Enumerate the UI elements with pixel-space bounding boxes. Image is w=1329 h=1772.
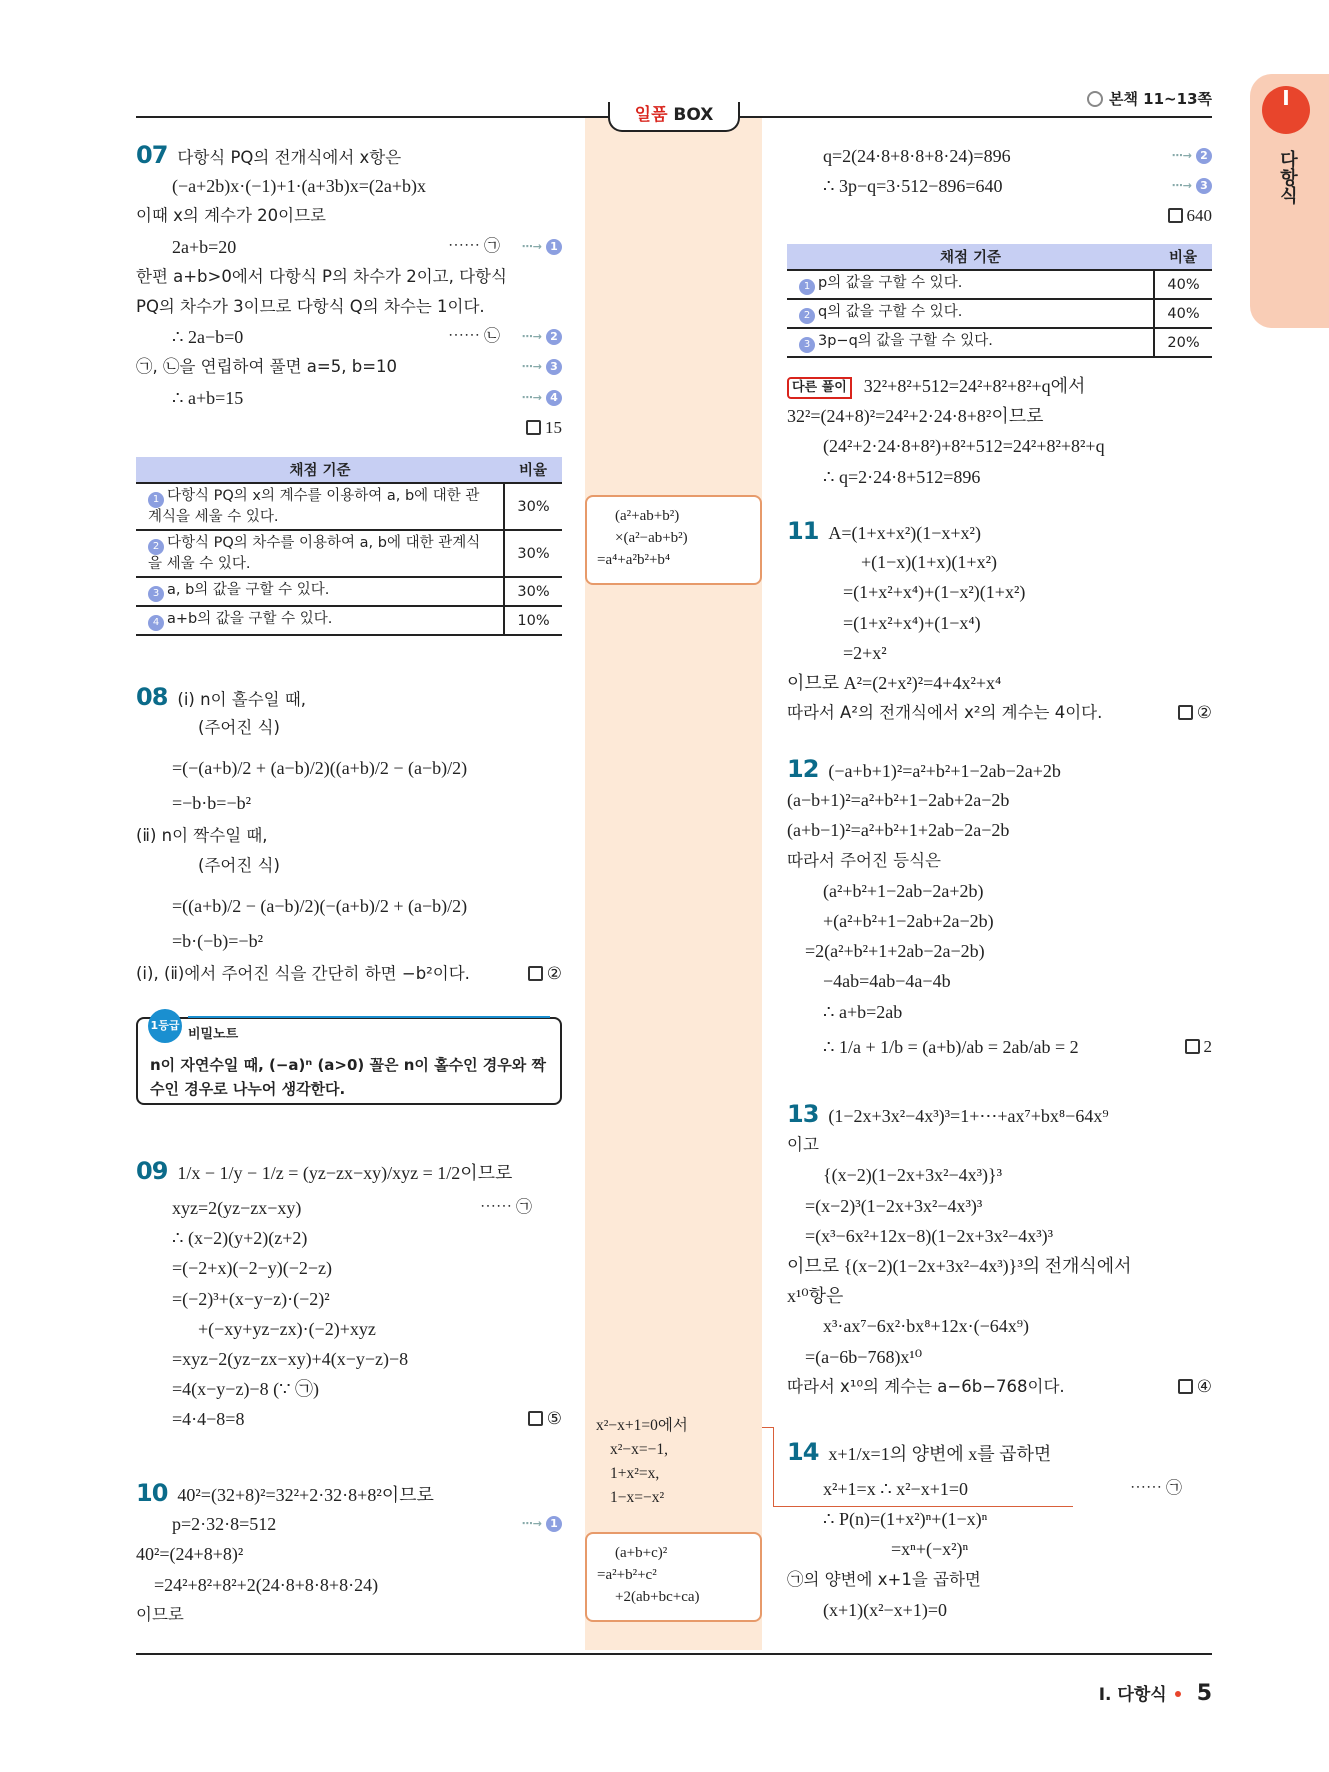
problem-07	[136, 141, 562, 443]
line: 1−x=−x²	[610, 1489, 665, 1506]
line: A=(1+x+x²)(1−x+x²)	[828, 523, 981, 543]
problem-number: 11	[787, 517, 819, 545]
line: =24²+8²+8²+2(24·8+8·8+8·24)	[154, 1574, 379, 1595]
answer-icon	[1168, 208, 1183, 223]
grading-table-10	[787, 244, 1212, 358]
table-row: 4 a+b의 값을 구할 수 있다. 10%	[136, 606, 562, 635]
line: =a²+b²+c²	[597, 1567, 657, 1583]
line: ∴ 2a−b=0	[172, 327, 244, 348]
problem-09	[136, 1153, 562, 1435]
table-row: 2 q의 값을 구할 수 있다. 40%	[787, 299, 1212, 328]
line: p=2·32·8=512	[172, 1514, 277, 1535]
line: (ⅰ) n이 홀수일 때,	[177, 690, 306, 709]
alternative-solution	[787, 371, 1212, 492]
note-title: 비밀노트	[188, 1027, 239, 1042]
line: 32²+8²+512=24²+8²+8²+q에서	[863, 376, 1086, 396]
line: 한편 a+b>0에서 다항식 P의 차수가 2이고, 다항식	[136, 266, 507, 286]
line: PQ의 차수가 3이므로 다항식 Q의 차수는 1이다.	[136, 296, 485, 316]
answer-icon	[528, 966, 543, 981]
line: +2(ab+bc+ca)	[615, 1589, 700, 1605]
line: +(a²+b²+1−2ab+2a−2b)	[823, 910, 994, 931]
answer-icon	[1185, 1039, 1200, 1054]
secret-note-box	[136, 1017, 562, 1105]
footer-rule	[136, 1653, 1212, 1655]
line: (1−2x+3x²−4x³)³=1+⋯+ax⁷+bx⁸−64x⁹	[828, 1106, 1109, 1126]
line: ∴ a+b=15	[172, 387, 244, 408]
step-4-marker: ⋯→ 4	[522, 390, 562, 406]
bullet-icon	[1175, 1691, 1181, 1697]
line: 이므로 A²=(2+x²)²=4+4x²+x⁴	[787, 672, 1002, 693]
line: =(1+x²+x⁴)+(1−x⁴)	[843, 612, 981, 633]
line: ㉠의 양변에 x+1을 곱하면	[787, 1569, 981, 1589]
line: =(−2)³+(x−y−z)·(−2)²	[172, 1288, 330, 1309]
footer-chapter: I. 다항식	[1098, 1685, 1167, 1705]
answer: ⑤	[528, 1404, 562, 1434]
problem-number: 13	[787, 1100, 819, 1128]
alt-solution-label: 다른 풀이	[787, 377, 852, 399]
chapter-numeral: I	[1262, 86, 1310, 134]
line: =−b·b=−b²	[172, 793, 251, 814]
table-row: 1 p의 값을 구할 수 있다. 40%	[787, 270, 1212, 299]
line: =(−(a+b)/2 + (a−b)/2)((a+b)/2 − (a−b)/2)	[172, 758, 468, 779]
line: (ⅰ), (ⅱ)에서 주어진 식을 간단히 하면 −b²이다.	[136, 964, 470, 984]
line: 이므로 {(x−2)(1−2x+3x²−4x³)}³의 전개식에서	[787, 1255, 1132, 1276]
line: =b·(−b)=−b²	[172, 931, 263, 952]
line: x³·ax⁷−6x²·bx⁸+12x·(−64x⁹)	[823, 1316, 1030, 1337]
problem-number: 10	[136, 1479, 168, 1507]
problem-11	[787, 517, 1212, 728]
step-1-marker: ⋯→ 1	[522, 1516, 562, 1532]
page-footer	[1099, 1680, 1212, 1706]
answer: 2	[1185, 1027, 1213, 1067]
line: (x+1)(x²−x+1)=0	[823, 1599, 947, 1620]
line: (a+b−1)²=a²+b²+1+2ab−2a−2b	[787, 820, 1010, 841]
connector-line	[762, 1427, 774, 1507]
line: 40²=(32+8)²=32²+2·32·8+8²이므로	[177, 1485, 434, 1505]
answer-icon	[526, 420, 541, 435]
line: (a²+b²+1−2ab−2a+2b)	[823, 880, 984, 901]
chapter-tab[interactable]	[1250, 74, 1329, 328]
note-text: n이 자연수일 때, (−a)ⁿ (a>0) 꼴은 n이 홀수인 경우와 짝수인 경우로 나누어 생각한다.	[150, 1056, 546, 1098]
grade-badge: 1등급	[148, 1009, 182, 1043]
problem-number: 09	[136, 1157, 168, 1185]
line: q=2(24·8+8·8+8·24)=896	[823, 146, 1011, 166]
table-row: 1 다항식 PQ의 x의 계수를 이용하여 a, b에 대한 관계식을 세울 수 있다. 30%	[136, 483, 562, 530]
line: 이므로	[136, 1604, 184, 1624]
line: =(a−6b−768)x¹⁰	[805, 1346, 923, 1367]
page-number: 5	[1196, 1681, 1212, 1706]
step-3-marker: ⋯→ 3	[1172, 178, 1212, 194]
line: =(−2+x)(−2−y)(−2−z)	[172, 1258, 333, 1279]
line: =(x³−6x²+12x−8)(1−2x+3x²−4x³)³	[805, 1225, 1054, 1246]
line: x¹⁰항은	[787, 1286, 844, 1307]
answer: ④	[1178, 1372, 1212, 1402]
line: ∴ q=2·24·8+512=896	[823, 466, 981, 487]
equation-mark: ⋯⋯ ㉠	[479, 1199, 532, 1216]
answer: 640	[1168, 201, 1213, 231]
line: (ⅱ) n이 짝수일 때,	[136, 826, 268, 846]
line: ∴ a+b=2ab	[823, 1001, 903, 1022]
line: ∴ 1/a + 1/b = (a+b)/ab = 2ab/ab = 2	[823, 1036, 1079, 1057]
line: (24²+2·24·8+8²)+8²+512=24²+8²+8²+q	[823, 436, 1105, 457]
problem-14	[787, 1434, 1212, 1625]
line: (주어진 식)	[198, 856, 280, 876]
arrow-circle-icon	[1087, 91, 1103, 107]
line: x²+1=x ∴ x²−x+1=0	[823, 1479, 969, 1499]
line: =4(x−y−z)−8 (∵ ㉠)	[172, 1379, 320, 1400]
step-3-marker: ⋯→ 3	[522, 359, 562, 375]
line: =xyz−2(yz−zx−xy)+4(x−y−z)−8	[172, 1348, 409, 1369]
equation-mark: ⋯⋯ ㉡	[447, 328, 500, 346]
line: (−a+b+1)²=a²+b²+1−2ab−2a+2b	[828, 761, 1061, 781]
line: =2(a²+b²+1+2ab−2a−2b)	[805, 941, 985, 962]
line: x+1/x=1의 양변에 x를 곱하면	[828, 1444, 1052, 1464]
table-row: 2 다항식 PQ의 차수를 이용하여 a, b에 대한 관계식을 세울 수 있다. 30%	[136, 530, 562, 577]
note-rule	[188, 1016, 550, 1018]
line: ㉠, ㉡을 연립하여 풀면 a=5, b=10	[136, 357, 398, 377]
line: =(x−2)³(1−2x+3x²−4x³)³	[805, 1195, 983, 1216]
line: ∴ P(n)=(1+x²)ⁿ+(1−x)ⁿ	[823, 1509, 988, 1530]
line: xyz=2(yz−zx−xy)	[172, 1198, 302, 1218]
answer: 15	[526, 413, 562, 443]
problem-number: 07	[136, 141, 168, 169]
line: =xⁿ+(−x²)ⁿ	[891, 1539, 969, 1560]
line: 2a+b=20	[172, 236, 237, 257]
line: (주어진 식)	[198, 718, 280, 738]
line: =4·4−8=8	[172, 1409, 245, 1430]
line: 다항식 PQ의 전개식에서 x항은	[177, 148, 402, 167]
answer: ②	[1178, 698, 1212, 728]
problem-13	[787, 1100, 1212, 1402]
table-row: 3 3p−q의 값을 구할 수 있다. 20%	[787, 328, 1212, 357]
connector-line	[773, 1506, 1073, 1507]
problem-08	[136, 683, 562, 990]
line: +(−xy+yz−zx)·(−2)+xyz	[198, 1318, 376, 1339]
header-criteria: 채점 기준	[136, 457, 504, 483]
answer-icon	[528, 1411, 543, 1426]
line: (a²+ab+b²)	[615, 508, 680, 524]
line: =(1+x²+x⁴)+(1−x²)(1+x²)	[843, 582, 1026, 603]
line: +(1−x)(1+x)(1+x²)	[861, 552, 997, 573]
problem-number: 14	[787, 1438, 819, 1466]
equation-mark: ⋯⋯ ㉠	[447, 237, 500, 255]
textbook-reference: 본책 11~13쪽	[1087, 88, 1212, 109]
line: (a+b+c)²	[615, 1545, 668, 1561]
line: 따라서 주어진 등식은	[787, 850, 941, 870]
step-2-marker: ⋯→ 2	[522, 329, 562, 345]
answer-icon	[1178, 1379, 1193, 1394]
line: 1+x²=x,	[610, 1465, 660, 1482]
answer: ②	[528, 959, 562, 989]
table-row: 3 a, b의 값을 구할 수 있다. 30%	[136, 577, 562, 606]
side-box-title: 일품 BOX	[608, 102, 740, 132]
problem-number: 08	[136, 683, 168, 711]
header-criteria: 채점 기준	[787, 244, 1154, 270]
line: (a−b+1)²=a²+b²+1−2ab+2a−2b	[787, 790, 1010, 811]
line: 40²=(24+8+8)²	[136, 1544, 244, 1565]
problem-10-continued	[787, 141, 1212, 232]
problem-10	[136, 1479, 562, 1630]
side-note-text-2	[596, 1414, 688, 1510]
step-2-marker: ⋯→ 2	[1172, 148, 1212, 164]
side-note-box-1	[585, 495, 762, 585]
line: x²−x+1=0에서	[596, 1417, 688, 1434]
step-1-marker: ⋯→ 1	[522, 239, 562, 255]
line: ∴ 3p−q=3·512−896=640	[823, 176, 1003, 197]
line: =((a+b)/2 − (a−b)/2)(−(a+b)/2 + (a−b)/2)	[172, 896, 468, 917]
line: 이때 x의 계수가 20이므로	[136, 206, 326, 226]
side-note-box-3	[585, 1532, 762, 1622]
line: 이고	[787, 1135, 819, 1155]
chapter-name: 다항식	[1277, 150, 1298, 204]
problem-12	[787, 755, 1212, 1067]
line: 1/x − 1/y − 1/z = (yz−zx−xy)/xyz = 1/2이므로	[177, 1163, 513, 1183]
problem-number: 12	[787, 755, 819, 783]
line: −4ab=4ab−4a−4b	[823, 971, 951, 992]
line: 32²=(24+8)²=24²+2·24·8+8²이므로	[787, 406, 1044, 427]
line: 따라서 A²의 전개식에서 x²의 계수는 4이다.	[787, 703, 1103, 723]
line: x²−x=−1,	[610, 1441, 668, 1458]
line: {(x−2)(1−2x+3x²−4x³)}³	[823, 1165, 1003, 1186]
grading-table-07	[136, 457, 562, 636]
line: 따라서 x¹⁰의 계수는 a−6b−768이다.	[787, 1376, 1065, 1396]
header-ratio: 비율	[1154, 244, 1212, 270]
equation-mark: ⋯⋯ ㉠	[1129, 1480, 1182, 1497]
line: =a⁴+a²b²+b⁴	[597, 552, 671, 568]
answer-icon	[1178, 705, 1193, 720]
header-ratio: 비율	[504, 457, 562, 483]
line: (−a+2b)x·(−1)+1·(a+3b)x=(2a+b)x	[172, 176, 426, 197]
line: ∴ (x−2)(y+2)(z+2)	[172, 1228, 308, 1249]
line: =2+x²	[843, 642, 887, 663]
line: ×(a²−ab+b²)	[615, 530, 688, 546]
